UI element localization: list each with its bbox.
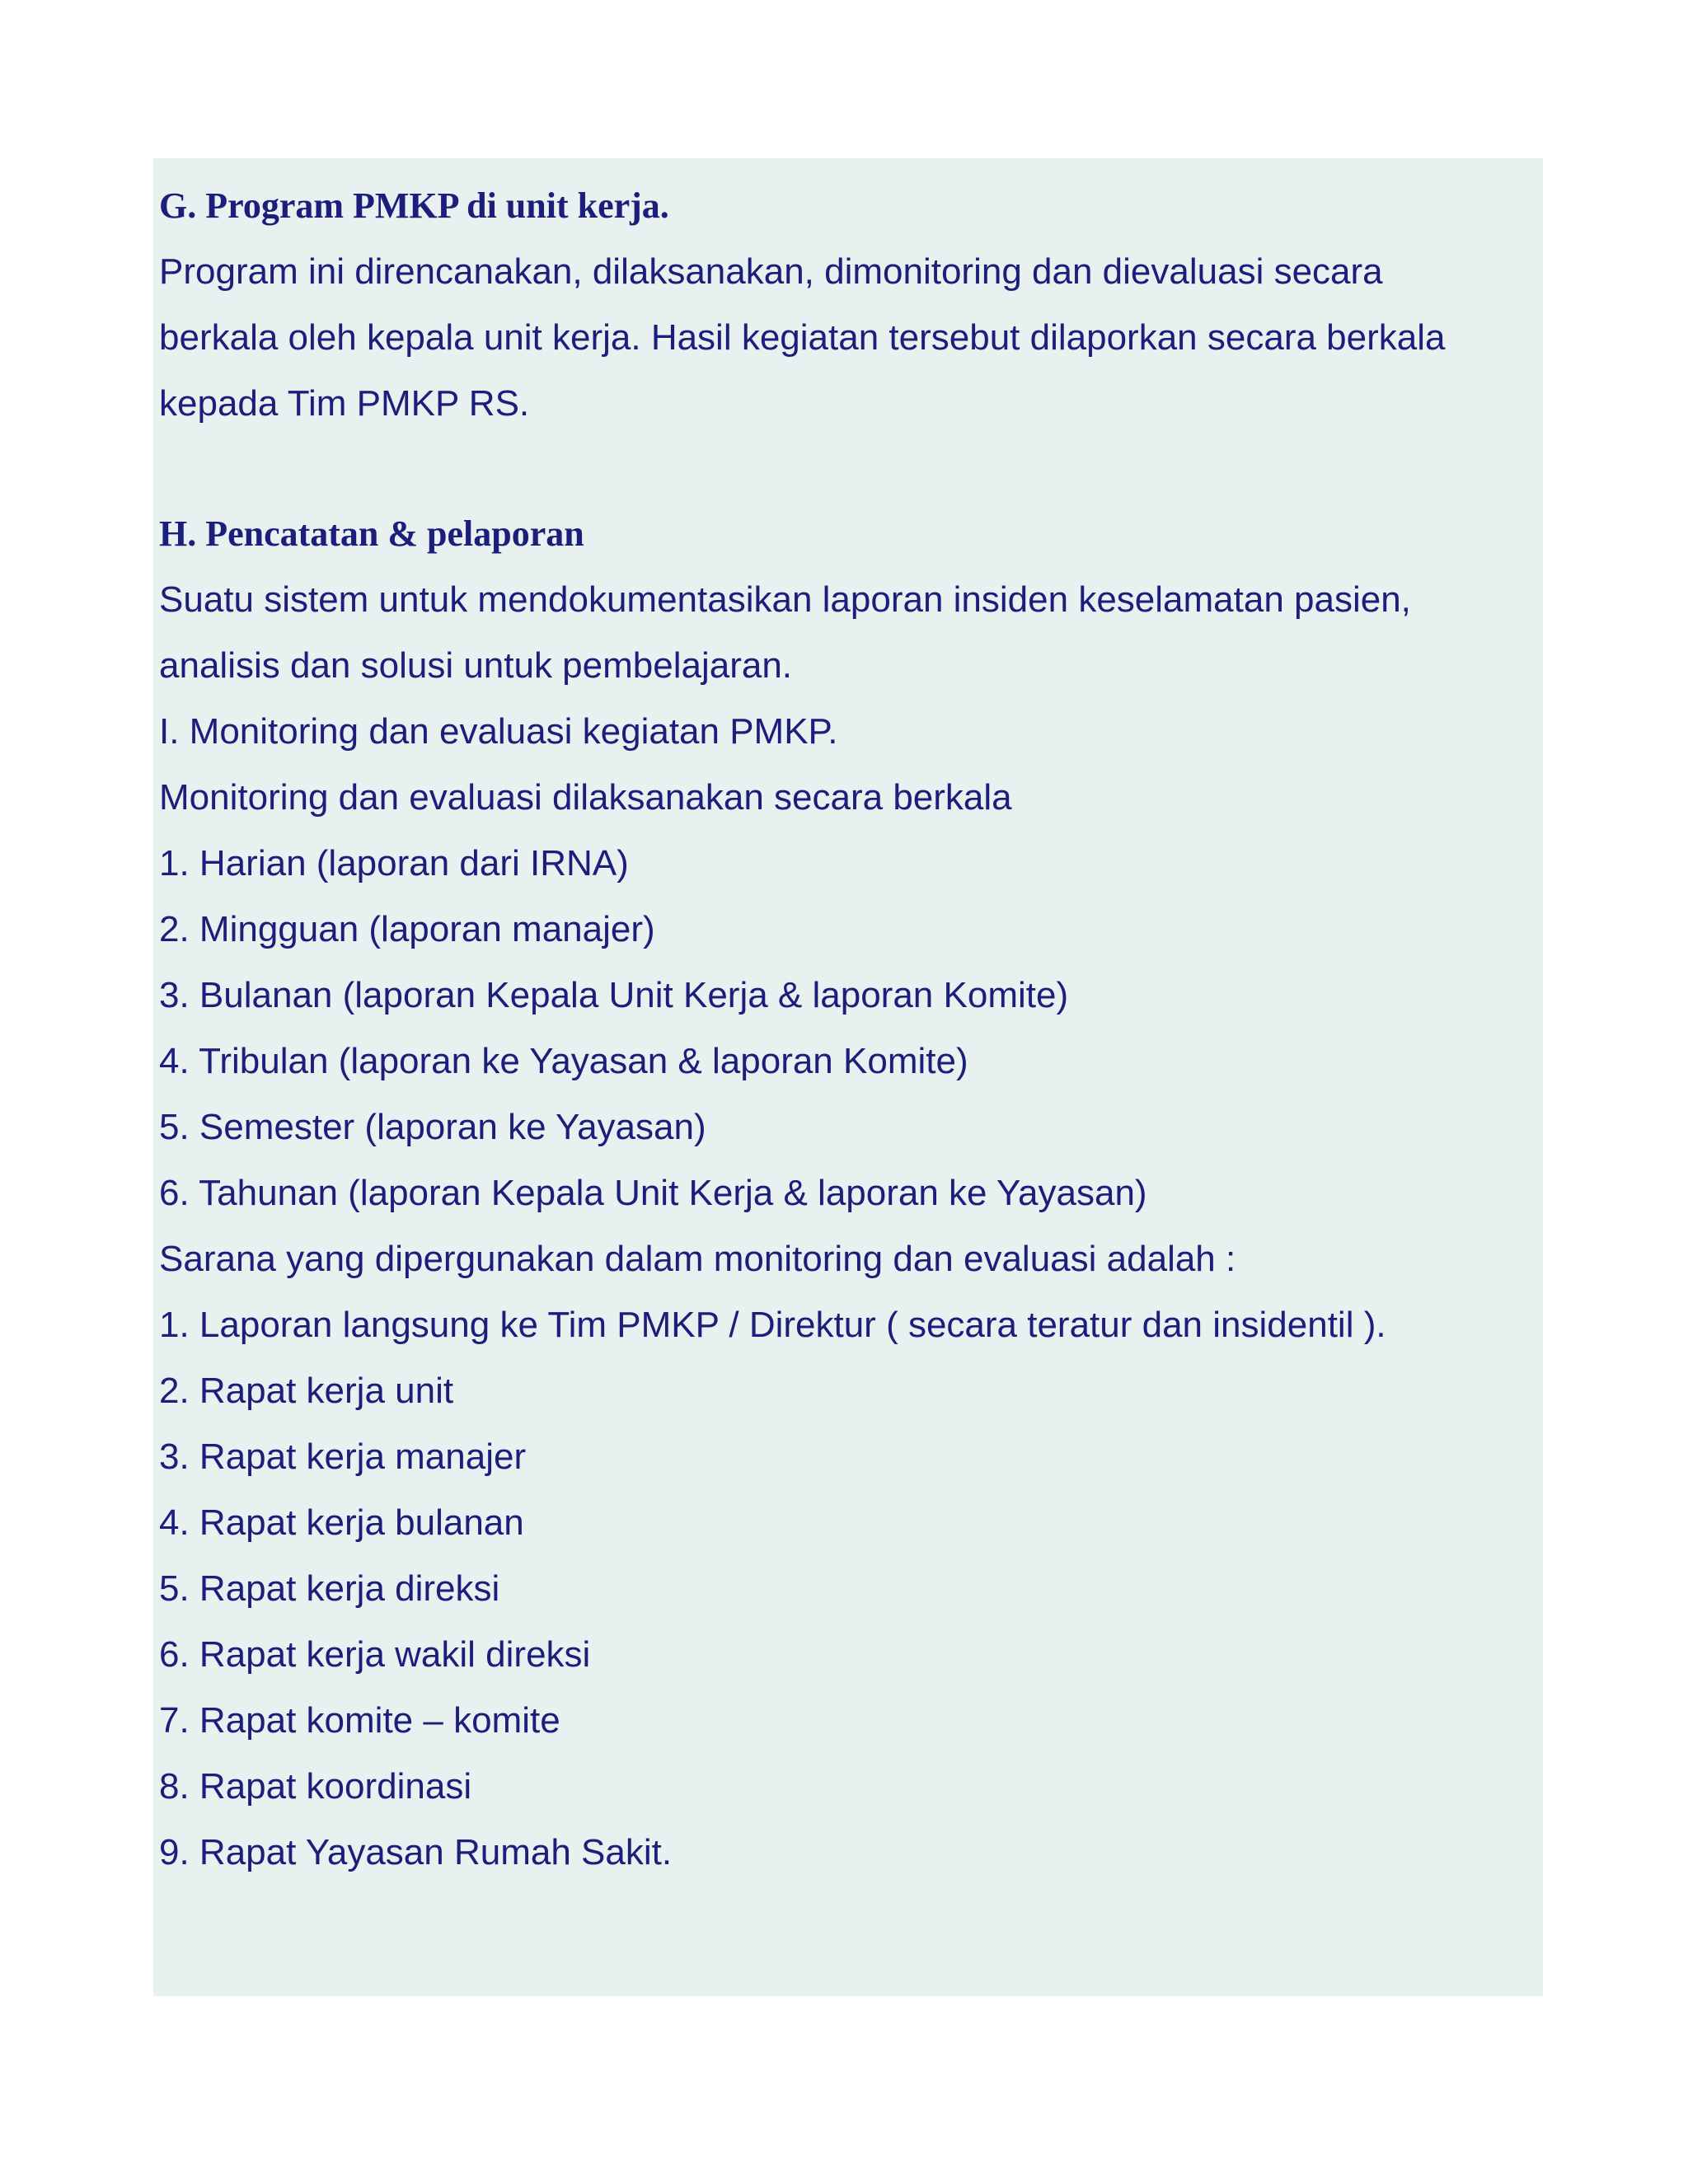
section-h-heading: H. Pencatatan & pelaporan — [159, 513, 584, 554]
means-list — [159, 1292, 1536, 1886]
list-item: 2. Rapat kerja unit — [159, 1371, 454, 1411]
list-item: 7. Rapat komite – komite — [159, 1700, 560, 1741]
list-item: 4. Rapat kerja bulanan — [159, 1502, 524, 1543]
section-g-heading: G. Program PMKP di unit kerja. — [159, 185, 669, 226]
section-i-title: I. Monitoring dan evaluasi kegiatan PMKP. — [159, 711, 838, 752]
period-list — [159, 831, 1536, 1226]
section-h-line-2: analisis dan solusi untuk pembelajaran. — [159, 645, 793, 686]
list-item: 6. Rapat kerja wakil direksi — [159, 1634, 591, 1675]
list-item: 2. Mingguan (laporan manajer) — [159, 909, 655, 949]
section-g-line-3: kepada Tim PMKP RS. — [159, 383, 530, 424]
list-item: 3. Rapat kerja manajer — [159, 1436, 527, 1477]
section-h-line-1: Suatu sistem untuk mendokumentasikan laporan insiden keselamatan pasien, — [159, 579, 1411, 620]
list-item: 5. Semester (laporan ke Yayasan) — [159, 1107, 706, 1147]
list-item: 5. Rapat kerja direksi — [159, 1568, 500, 1609]
means-intro: Sarana yang dipergunakan dalam monitoring dan evaluasi adalah : — [159, 1239, 1236, 1279]
section-spacer — [159, 437, 1536, 501]
document-body — [159, 173, 1536, 1886]
list-item: 3. Bulanan (laporan Kepala Unit Kerja & laporan Komite) — [159, 975, 1069, 1015]
section-g-line-1: Program ini direncanakan, dilaksanakan, dimonitoring dan dievaluasi secara — [159, 251, 1383, 292]
list-item: 9. Rapat Yayasan Rumah Sakit. — [159, 1832, 673, 1872]
list-item: 1. Laporan langsung ke Tim PMKP / Direktur ( secara teratur dan insidentil ). — [159, 1305, 1386, 1345]
section-g-line-2: berkala oleh kepala unit kerja. Hasil kegiatan tersebut dilaporkan secara berkala — [159, 317, 1446, 358]
section-i-intro: Monitoring dan evaluasi dilaksanakan secara berkala — [159, 777, 1012, 818]
list-item: 1. Harian (laporan dari IRNA) — [159, 843, 629, 883]
list-item: 4. Tribulan (laporan ke Yayasan & laporan Komite) — [159, 1041, 968, 1081]
list-item: 6. Tahunan (laporan Kepala Unit Kerja & laporan ke Yayasan) — [159, 1173, 1147, 1213]
list-item: 8. Rapat koordinasi — [159, 1766, 472, 1807]
